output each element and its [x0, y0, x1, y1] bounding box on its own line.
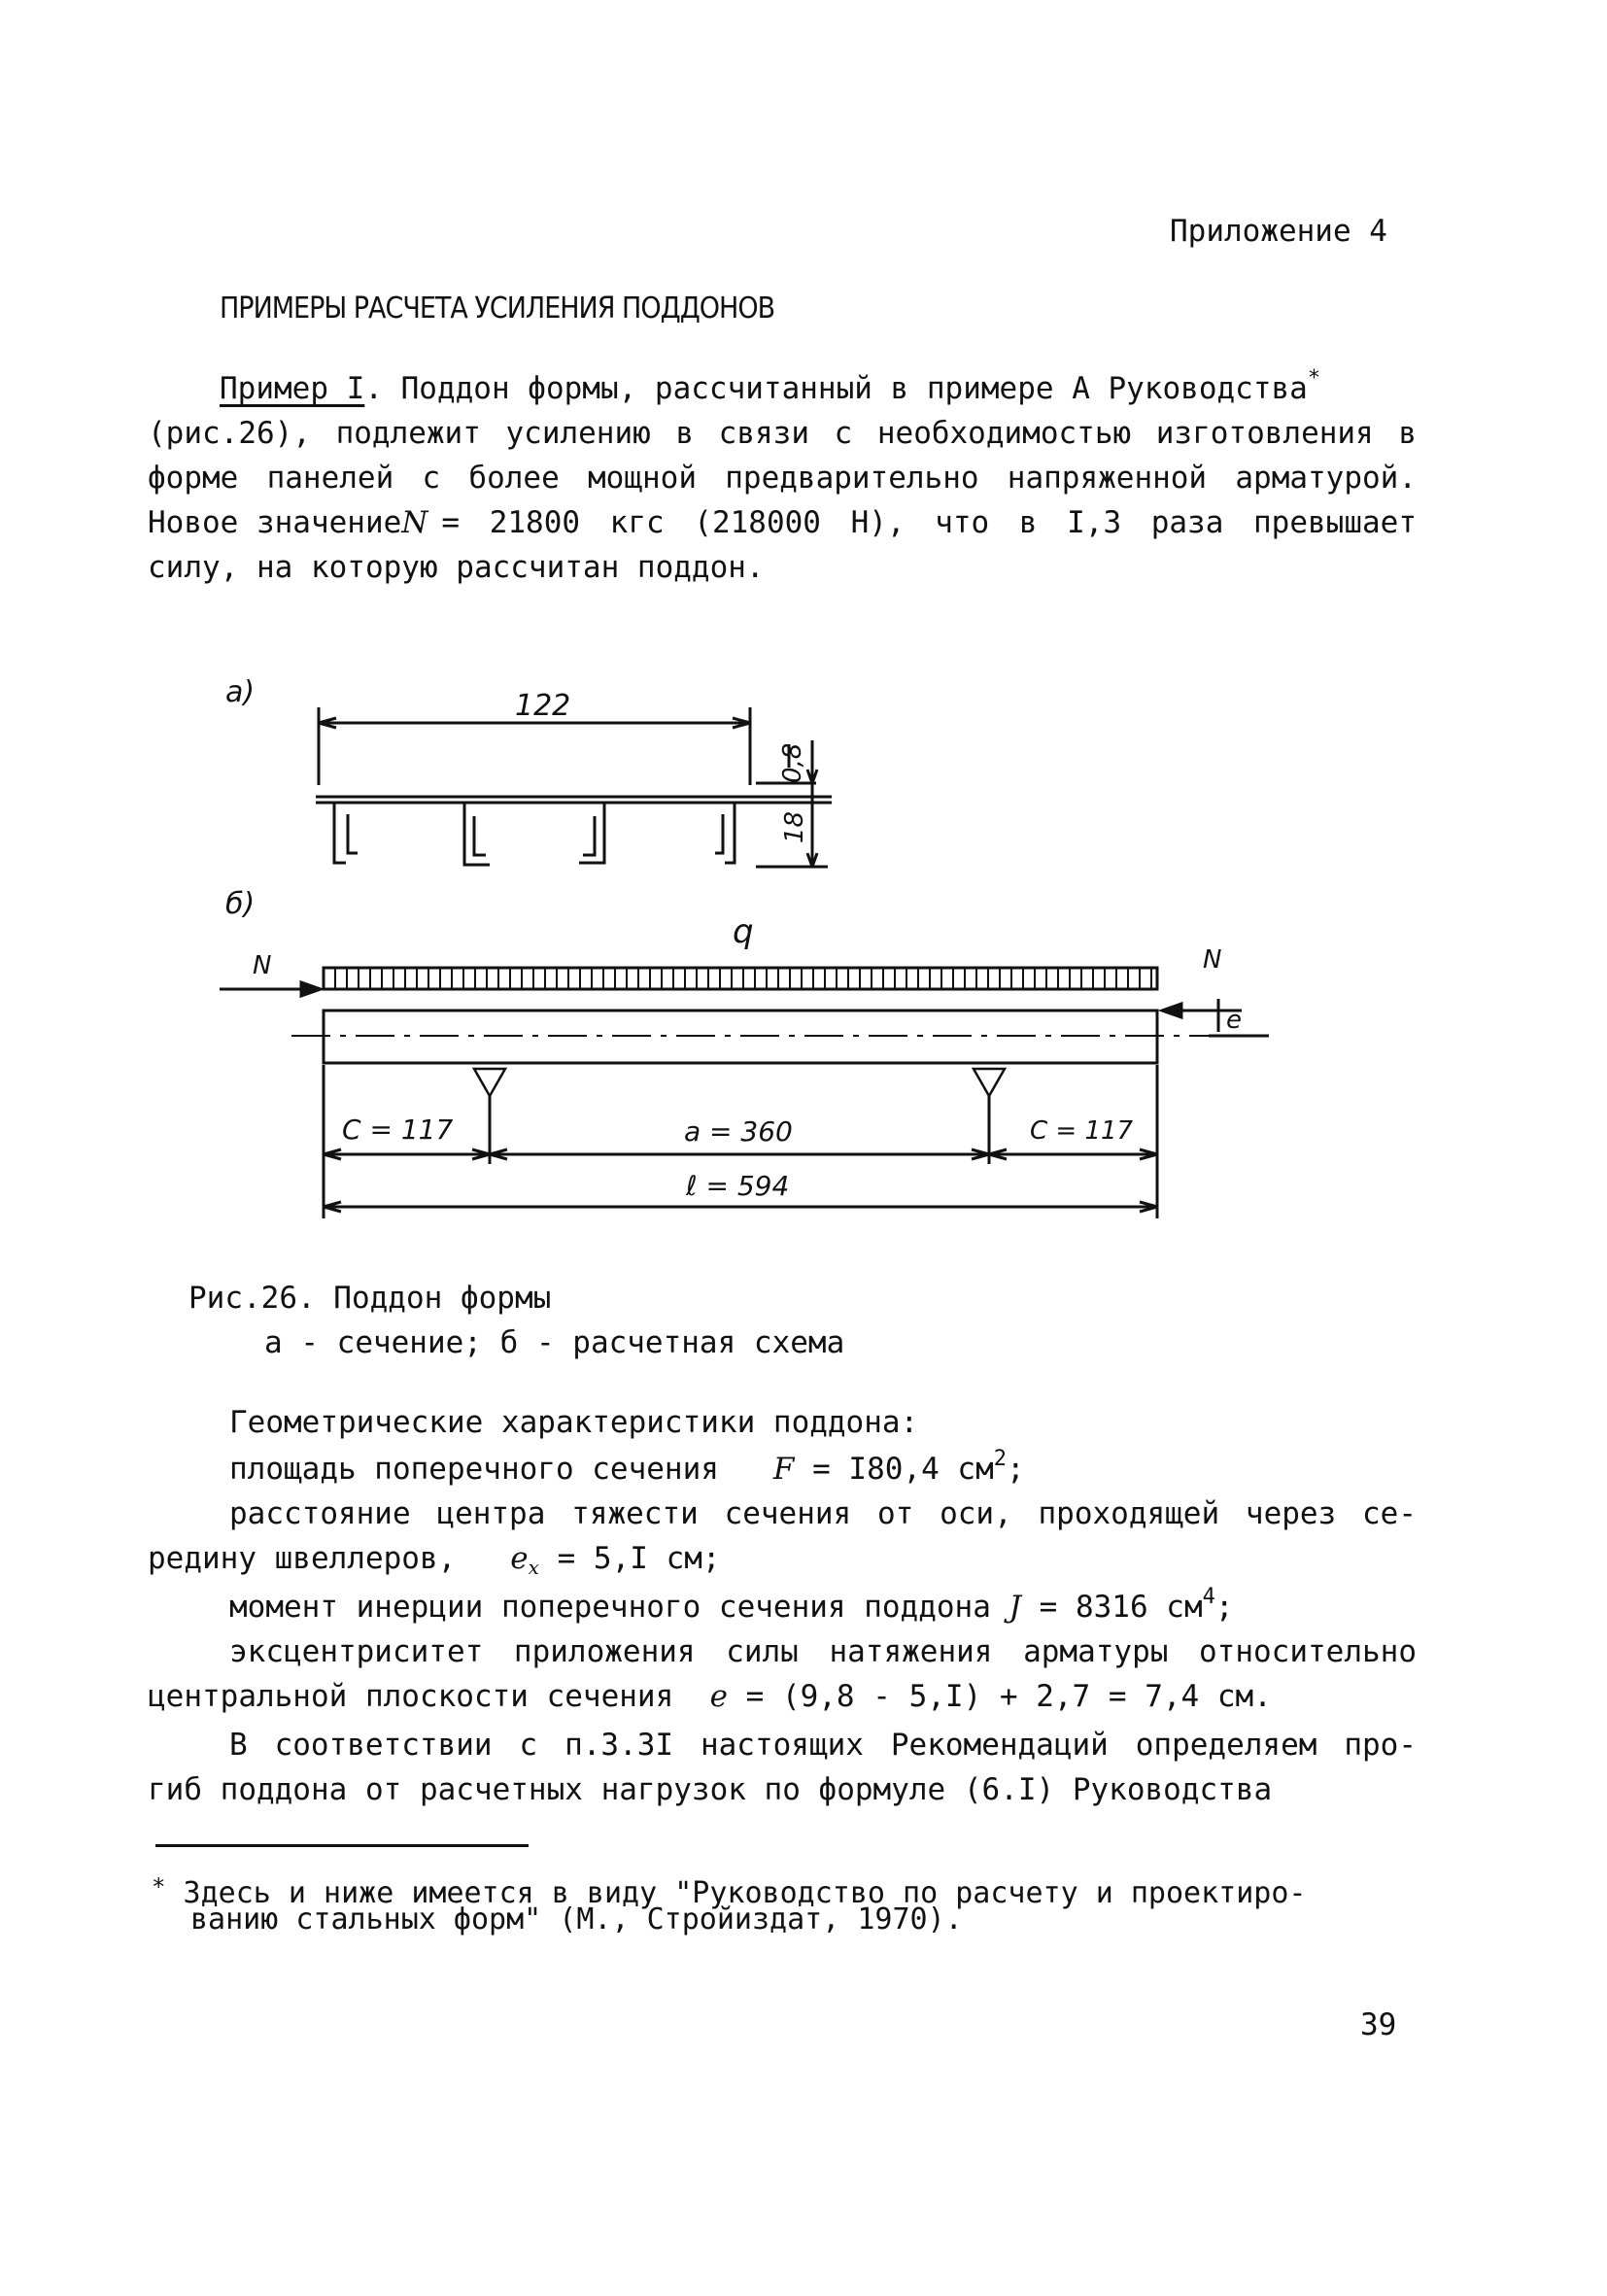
distributed-load-hatching — [335, 968, 1151, 989]
figure-subcaption: а - сечение; б - расчетная схема — [264, 1325, 845, 1360]
distance-label: редину швеллеров, — [148, 1541, 457, 1576]
load-q: q — [733, 912, 754, 951]
dim-height: 18 — [780, 810, 809, 843]
force-right: N — [1203, 945, 1222, 975]
geometry-eccentricity-2 — [148, 1673, 1272, 1720]
area-exponent: 2 — [993, 1447, 1007, 1471]
appendix-label: Приложение 4 — [1170, 214, 1387, 249]
example-line-1 — [220, 365, 1320, 412]
span-l: ℓ = 594 — [686, 1170, 790, 1202]
footnote-line-2: ванию стальных форм" (М., Стройиздат, 1970). — [190, 1902, 963, 1936]
inertia-label: момент инерции поперечного сечения поддона — [229, 1590, 991, 1625]
paragraph-line-2: гиб поддона от расчетных нагрузок по формуле (6.I) Руководства — [148, 1772, 1273, 1807]
geometry-eccentricity-1: эксцентриситет приложения силы натяжения арматуры относительно — [229, 1634, 1417, 1669]
inertia-end: ; — [1214, 1590, 1234, 1625]
figure-caption: Рис.26. Поддон формы — [188, 1281, 552, 1316]
geometry-inertia — [229, 1584, 1234, 1630]
distance-subscript: x — [528, 1556, 539, 1579]
figure-label-a: а) — [225, 675, 256, 709]
example-line-3: форме панелей с более мощной предварительно напряженной арматурой. — [148, 461, 1417, 496]
example-line-4 — [148, 499, 1417, 546]
footnote-line-1: Здесь и ниже имеется в виду "Руководство по расчету и проектиро- — [183, 1876, 1307, 1910]
force-variable: N — [401, 505, 428, 540]
example-line-4-b: = 21800 кгс (218000 Н), что в I,3 раза превышает — [441, 505, 1417, 540]
page-title: ПРИМЕРЫ РАСЧЕТА УСИЛЕНИЯ ПОДДОНОВ — [220, 291, 775, 326]
geometry-distance-2 — [148, 1535, 721, 1591]
geometry-area — [229, 1446, 1025, 1492]
example-label: Пример I — [220, 371, 365, 406]
eccentricity-e: e — [1226, 1006, 1242, 1035]
example-line-2: (рис.26), подлежит усилению в связи с необходимостью изготовления в — [148, 416, 1417, 451]
footnote-divider — [155, 1844, 529, 1847]
dim-top: 0,8 — [778, 742, 807, 783]
pallet-figure — [146, 661, 1312, 1244]
span-c-left: C = 117 — [342, 1114, 454, 1146]
distance-value: = 5,I см; — [557, 1541, 721, 1576]
example-line-1-text: . Поддон формы, рассчитанный в примере А Руководства — [364, 371, 1308, 406]
footnote-marker: * — [1307, 366, 1321, 391]
paragraph-line-1: В соответствии с п.3.3I настоящих Рекомендаций определяем про- — [229, 1728, 1417, 1763]
example-line-4-a: Новое значение — [148, 505, 402, 540]
cross-section-a — [316, 707, 832, 867]
eccentricity-value: = (9,8 - 5,I) + 2,7 = 7,4 см. — [745, 1679, 1272, 1714]
area-end: ; — [1007, 1452, 1025, 1487]
geometry-heading: Геометрические характеристики поддона: — [229, 1405, 919, 1440]
page-number: 39 — [1360, 2007, 1397, 2042]
geometry-distance-1: расстояние центра тяжести сечения от оси, проходящей через се- — [229, 1496, 1417, 1531]
inertia-exponent: 4 — [1202, 1585, 1215, 1609]
force-left: N — [253, 951, 272, 980]
footnote-line-2-row — [190, 1902, 963, 1937]
footnote-star: * — [152, 1873, 166, 1901]
inertia-value: = 8316 см — [1039, 1590, 1203, 1625]
eccentricity-label: центральной плоскости сечения — [148, 1679, 674, 1714]
distance-variable: e — [510, 1541, 529, 1576]
area-value: = I80,4 см — [812, 1452, 994, 1487]
dim-width: 122 — [515, 689, 571, 723]
figure-label-b: б) — [225, 887, 256, 921]
eccentricity-variable: e — [709, 1679, 728, 1714]
span-c-right: C = 117 — [1030, 1116, 1134, 1146]
example-line-5: силу, на которую рассчитан поддон. — [148, 550, 765, 585]
span-a: a = 360 — [684, 1115, 793, 1148]
area-label: площадь поперечного сечения — [229, 1452, 719, 1487]
area-variable: F — [772, 1452, 795, 1487]
inertia-variable: J — [1009, 1590, 1021, 1625]
